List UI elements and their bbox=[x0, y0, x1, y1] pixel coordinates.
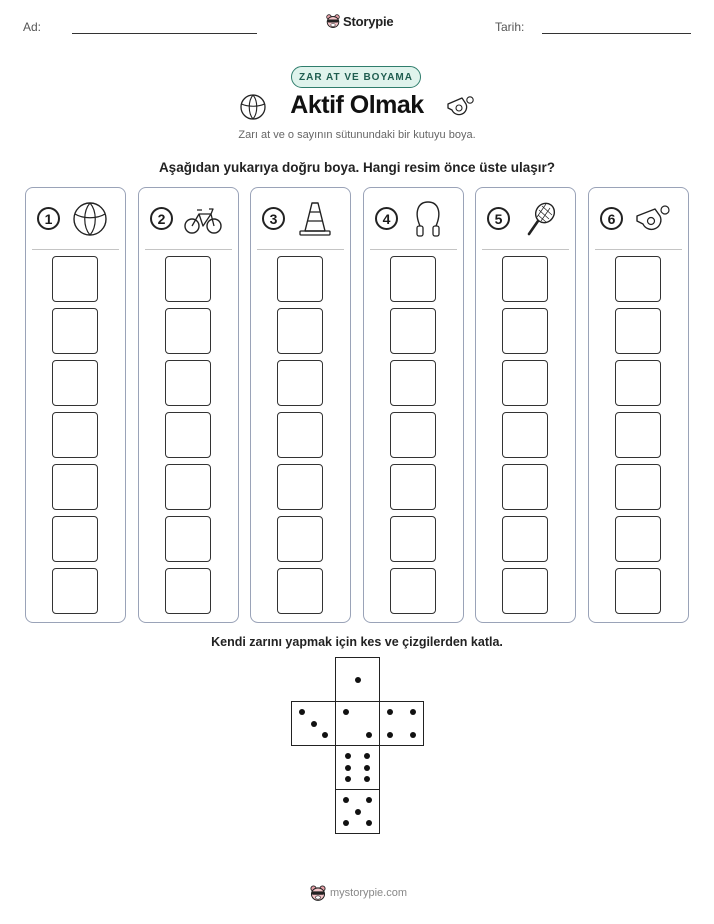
die-face-4 bbox=[379, 701, 424, 746]
color-box[interactable] bbox=[390, 412, 436, 458]
color-box[interactable] bbox=[390, 464, 436, 510]
color-box[interactable] bbox=[277, 360, 323, 406]
column-divider bbox=[370, 249, 457, 250]
color-box[interactable] bbox=[615, 516, 661, 562]
color-box[interactable] bbox=[615, 464, 661, 510]
column-5 bbox=[475, 187, 576, 623]
name-line[interactable] bbox=[72, 33, 257, 34]
date-label: Tarih: bbox=[495, 20, 525, 34]
color-box[interactable] bbox=[502, 568, 548, 614]
column-3 bbox=[250, 187, 351, 623]
page-subtitle: Zarı at ve o sayının sütunundaki bir kutuyu boya. bbox=[238, 129, 476, 141]
color-box[interactable] bbox=[52, 412, 98, 458]
color-box[interactable] bbox=[615, 308, 661, 354]
footer bbox=[310, 884, 407, 902]
column-divider bbox=[145, 249, 232, 250]
color-box[interactable] bbox=[165, 516, 211, 562]
brand-name: Storypie bbox=[343, 13, 394, 29]
color-box[interactable] bbox=[52, 360, 98, 406]
die-face-1 bbox=[335, 657, 380, 702]
storypie-bear-icon bbox=[326, 13, 340, 29]
whistle-icon bbox=[633, 200, 673, 238]
color-box[interactable] bbox=[502, 412, 548, 458]
color-box[interactable] bbox=[165, 308, 211, 354]
page-title: Aktif Olmak bbox=[290, 91, 424, 119]
activity-badge: ZAR AT VE BOYAMA bbox=[291, 66, 421, 88]
color-box[interactable] bbox=[615, 256, 661, 302]
color-box[interactable] bbox=[277, 308, 323, 354]
column-number: 1 bbox=[37, 207, 60, 230]
color-box[interactable] bbox=[615, 568, 661, 614]
color-box[interactable] bbox=[277, 464, 323, 510]
column-6 bbox=[588, 187, 689, 623]
column-1 bbox=[25, 187, 126, 623]
color-box[interactable] bbox=[165, 256, 211, 302]
color-box[interactable] bbox=[390, 516, 436, 562]
column-number: 4 bbox=[375, 207, 398, 230]
die-face-5 bbox=[335, 789, 380, 834]
color-box[interactable] bbox=[390, 256, 436, 302]
color-box[interactable] bbox=[165, 568, 211, 614]
die-face-6 bbox=[335, 745, 380, 790]
color-box[interactable] bbox=[52, 256, 98, 302]
die-face-2 bbox=[335, 701, 380, 746]
color-box[interactable] bbox=[165, 412, 211, 458]
column-divider bbox=[482, 249, 569, 250]
color-box[interactable] bbox=[502, 308, 548, 354]
tennis-racket-icon bbox=[520, 200, 560, 238]
column-divider bbox=[257, 249, 344, 250]
color-box[interactable] bbox=[390, 308, 436, 354]
column-divider bbox=[32, 249, 119, 250]
cut-fold-instruction: Kendi zarını yapmak için kes ve çizgilerden katla. bbox=[211, 635, 503, 649]
whistle-icon bbox=[444, 94, 476, 118]
column-4 bbox=[363, 187, 464, 623]
die-face-3 bbox=[291, 701, 336, 746]
color-box[interactable] bbox=[502, 256, 548, 302]
storypie-bear-icon bbox=[310, 884, 326, 902]
column-number: 3 bbox=[262, 207, 285, 230]
color-box[interactable] bbox=[615, 360, 661, 406]
brand-logo bbox=[326, 13, 393, 29]
color-box[interactable] bbox=[502, 360, 548, 406]
color-box[interactable] bbox=[502, 464, 548, 510]
color-box[interactable] bbox=[52, 516, 98, 562]
color-box[interactable] bbox=[277, 256, 323, 302]
column-number: 6 bbox=[600, 207, 623, 230]
column-number: 5 bbox=[487, 207, 510, 230]
color-box[interactable] bbox=[165, 464, 211, 510]
color-box[interactable] bbox=[165, 360, 211, 406]
color-box[interactable] bbox=[390, 360, 436, 406]
color-box[interactable] bbox=[52, 568, 98, 614]
column-2 bbox=[138, 187, 239, 623]
column-divider bbox=[595, 249, 682, 250]
bicycle-icon bbox=[183, 200, 223, 238]
beach-ball-icon bbox=[70, 200, 110, 238]
instruction-text: Aşağıdan yukarıya doğru boya. Hangi resim önce üste ulaşır? bbox=[158, 160, 556, 175]
color-box[interactable] bbox=[52, 308, 98, 354]
column-number: 2 bbox=[150, 207, 173, 230]
color-box[interactable] bbox=[615, 412, 661, 458]
color-box[interactable] bbox=[390, 568, 436, 614]
color-box[interactable] bbox=[277, 412, 323, 458]
color-box[interactable] bbox=[277, 516, 323, 562]
traffic-cone-icon bbox=[295, 200, 335, 238]
color-box[interactable] bbox=[502, 516, 548, 562]
color-box[interactable] bbox=[52, 464, 98, 510]
color-box[interactable] bbox=[277, 568, 323, 614]
footer-url[interactable]: mystorypie.com bbox=[330, 887, 408, 899]
jump-rope-icon bbox=[408, 200, 448, 238]
date-line[interactable] bbox=[542, 33, 691, 34]
name-label: Ad: bbox=[23, 20, 42, 34]
